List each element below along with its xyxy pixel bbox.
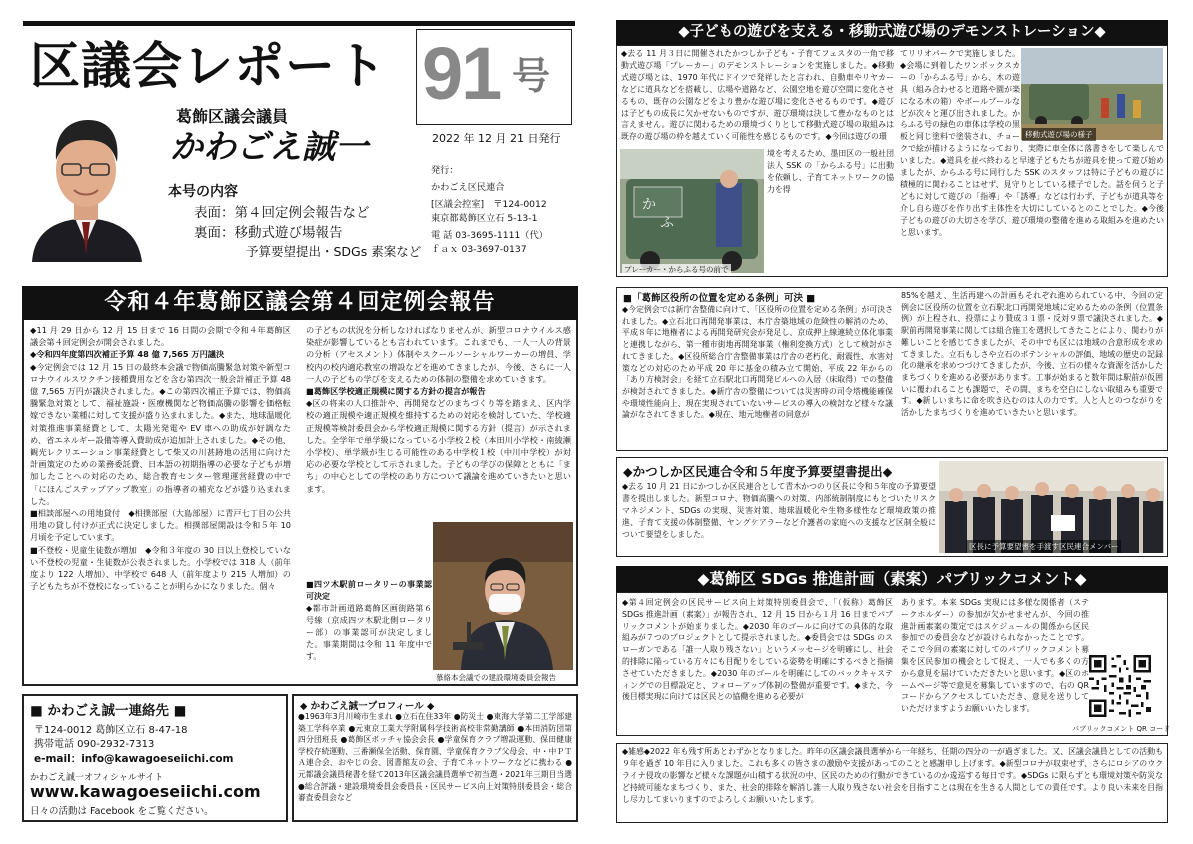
play-text-2: てリリオパークで実施しました。◆会場に到着したワンボックスカーの「からふる号」から、木の遊具（組み合わせると道路や園が楽になる木の箱）やボールプールなどが次々と運び出されました。からふる号の緑色の車体は学校の黒板と同じ塗料で塗装され、チョークで絵が描けるようになっており、実際に車全体に落書きをして楽しんでいました。◆道具を並べ終わると早速子どもたちが遊具を使って遊び始めましたが、からふる号に同行した SSK のスタッフは特に子どもの遊びに積極的に関わることはせず、見守りとしている様子でした。話を伺うと子どもに対して遊びの「指導」や「誘導」などは行わず、子どもが道具等を介し自ら遊びを作り出す主体性を大切にしているとのことでした。◆今後子どもの遊びの大切さを学び、遊び環境の整備を進める取組みを進めたいと思います。 — [900, 49, 1164, 237]
office-tel: 電 話 03-3695-1111（代） — [431, 230, 548, 241]
play-photo-park — [1021, 48, 1163, 140]
publisher-name: かわごえ区民連合 — [431, 182, 505, 193]
contact-facebook: 日々の活動は Facebook をご覧ください。 — [30, 806, 214, 817]
teireikai-photo-caption: 慕絡本会議での建設環境委員会報告 — [436, 673, 556, 682]
teireikai-heading: 令和４年葛飾区議会第４回定例会報告 — [22, 286, 578, 320]
play-text-1: ◆去る 11 月３日に開催されたかつしか子ども・子育てフェスタの一角で移動式遊び場「プレーカー」のデモンストレーションを実施しました。◆移動式遊び場とは、1970 年代にドイツで発祥したと言われ、自動車やリヤカーなどに道具などを搭載し、広場や道路など、公園空地を遊び空間に変化させるもの、既存の公園などをより豊かな遊び場に変化させるものです。◆遊びは子どもの成長に欠かせないものですが、遊び環境は決して豊かなものとは言えません。遊びに関わるための環境づくりとして移動式遊び場の取組みは既存の遊び場の枠を越えていく可能性を感じるものです。◆今回は遊びの環 — [621, 49, 894, 142]
teireikai-rotary-text: ◆都市計画道路葛飾区画街路第６号線（京成四ツ木駅北側ロータリー部）の事業認可が決定しました。事業期間は令和 11 年度中です。 — [306, 604, 432, 661]
contact-heading: ■ かわごえ誠一連絡先 ■ — [30, 703, 187, 719]
svg-text:か: か — [642, 197, 656, 213]
office-address: 東京都葛飾区立石 5-13-1 — [431, 213, 538, 224]
contents-item-2: 裏面：移動式遊び場報告 — [194, 225, 343, 241]
teireikai-photo — [433, 522, 573, 670]
masthead-title: 区議会レポート — [30, 37, 387, 95]
teireikai-sumo: ■相談部屋への用地貸付 ◆相撲部屋（大島部屋）に青戸七丁目の公共用地の貸し付けが正式に決定しました。相撲部屋開設は令和５年 10 月頃を予定しています。 — [30, 508, 291, 543]
teireikai-col2-bottom — [306, 579, 432, 673]
contact-mobile: 携帯電話 090-2932-7313 — [34, 739, 155, 750]
teireikai-intro: ◆11 月 29 日から 12 月 15 日まで 16 日間の会期で令和４年葛飾区議会第４回定例会が開会されました。 — [30, 325, 291, 348]
contact-site-url[interactable]: www.kawagoeseiichi.com — [30, 782, 261, 801]
issue-suffix: 号 — [512, 54, 551, 98]
teireikai-school-heading: ■葛飾区学校適正規模に関する方針の提言が報告 — [306, 386, 486, 397]
yosan-heading: ◆かつしか区民連合令和５年度予算要望書提出◆ — [623, 464, 893, 479]
sdgs-qr-code[interactable] — [1089, 655, 1151, 717]
contact-email: e-mail：info@kawagoeseiichi.com — [34, 753, 234, 765]
profile-text: ●1963年3月川崎市生まれ ●立石在住33年 ●防災士 ●東海大学第二工学部建築工学科卒業 ●元東京工業大学附属科学技術高校非常勤講師 ●本田消防団第四分団班長 ●葛飾区ボッチャ協会会長 ●学童保育クラブ増設運動、保田健康学校存続運動、三番瀬保全活動、保育園、学童保育クラブ父母会、中・中ＰＴＡ連合会、おやじの会、図書館友の会、子育てネットワークなどに携わる ●元都議会議員秘書を経て2013年区議会議員選挙で初当選・2021年三期目当選 ●総合評議・建設環境委員会委員長・区民サービス向上対策特別委員会・総合審査委員会など — [298, 712, 572, 803]
teireikai-rotary-heading: ■四ツ木駅前ロータリーの事業認可決定 — [306, 580, 432, 601]
contents-item-1: 表面：第４回定例会報告など — [194, 205, 370, 221]
contents-item-3: 予算要望提出・SDGs 素案など — [246, 244, 422, 259]
issue-date: 2022 年 12 月 21 日発行 — [432, 132, 561, 145]
member-name: かわごえ誠一 — [170, 127, 368, 166]
contact-postal: 〒124-0012 葛飾区立石 8-47-18 — [34, 725, 188, 736]
jourei-col2: 85%を越え、生活再建への計画もそれぞれ進められている中、今回の定例会に区役所の位置を立石駅北口再開発地域に定めるための条例（位置条例）が上程され、投票により賛成３１票・反対９票で議決されました。◆駅前再開発事業に関しては組合施工を選択してきたことにより、関わりが難しいことを感じてきましたが、その中でも区には地域の合意形成を求めてきました。立石もしさや立石のポテンシャルの評価、地域の歴史の記録化の継承を求めつづけてきましたが、今後、立石の様々な資源を活かしたまちづくりを進める必要があります。工事が始まると数年間は駅前が仮囲いに覆われることも課題で、その間、まちを空白にしない取組みも重要です。◆新しいまちに命を吹き込むのは人の力です。人と人とのつながりを活かしたまちづくりを進めていきたいと思います。 — [901, 291, 1163, 418]
contents-heading: 本号の内容 — [168, 184, 238, 200]
zakkan-text: ◆雑感◆2022 年も残す所あとわずかとなりました。昨年の区議会議員選挙から一年経ち、任期の四分の一が過ぎました。又、区議会議員としての活動も９年を過ぎ 10 年目に入りました。これも多くの皆さまの激励や支援があってのことと感謝申し上げます。◆新型コロナが収束せず、さらにロシアのウクライナ侵攻の影響など様々な課題が山積する状況の中、区民のための行動ができているのか逡巡する毎日です。◆SDGs に限らずとも環境対策や防災など持続可能なまちづくり、また、社会的排除を解消し誰一人取り残さない社会を目指すことは現在を生きる人間としての責任です。より良い未来を目指し尽力してまいりますのでよろしくお願いいたします。 — [622, 747, 1163, 804]
sdgs-qr-caption: パブリックコメント QR コード — [1072, 725, 1171, 733]
play-col1-bottom — [767, 148, 894, 274]
play-photo1-caption: プレーカー・からふる号の前で — [624, 265, 729, 274]
profile-heading: ◆ かわごえ誠一プロフィール ◆ — [300, 701, 435, 712]
teireikai-budget-text: ◆今定例会では 12 月 15 日の最終本会議で物価高騰緊急対策や新型コロナウイルスワクチン接種費用などを含む第四次一般会計補正予算 48 億 7,565 万円が議決されました。◆この第四次補正予算では、物価高騰緊急対策として、福祉施設・医療機関など物価高騰の影響を価格転嫁できない業種に対して支援が盛り込まれました。◆また、地球温暖化対策推進事業経費として、太陽光発電や EV 車への助成が好調なため、省エネルギー設備等導入費助成が追加計上されました。◆その他、観光レクリエーション事業経費として柴又の川甚跡地の活用に向けた計画策定のための業務委託費、日本語の初期指導の必要な子どもが増加したことへの対応のため、総合教育センター管理運営経費の中で「にほんごステップアップ教室」の指導者の補充などが盛り込まれました。 — [30, 361, 291, 506]
yosan-text: ◆去る 10 月 21 日にかつしか区民連合として青木かつのり区長に令和５年度の予算要望書を提出しました。新型コロナ、物価高騰への対策、内部統制制度にもとづいたリスクマネジメント、SDGs の実現、災害対策、地球温暖化や生物多様性など環境政策の推進、子育て支援の体制整備、ヤングケアラーなど介護者の家庭への支援など区制全般について要望をしました。 — [622, 482, 936, 539]
teireikai-col2 — [306, 324, 571, 527]
jourei-col1: ◆今定例会では新庁舎整備に向けて、「区役所の位置を定める条例」が可決されました。◆立石北口再開発事業は、本庁舎築地域の危険性の解消のため、平成８年に地権者による再開発研究会が発足し、京成押上線連続立体化事業と連携しながら、第一種市街地再開発事業（権利変換方式）として検討がされてきました。◆区役所総合庁舎整備事業は庁舎の老朽化、耐震性、水害対策などの対応のため平成 20 年に基金の積み立て開始、平成 22 年からの「あり方検討会」を経て立石駅北口再開発ビルへの入居（床取得）での整備が検討されてきました。◆新庁舎の整備については災害時の司令塔機能確保や環境性能向上、現在実現されていないサービスの導入の検討など様々な議論がなされてきました。◆現在、地元地権者の同意が — [622, 305, 893, 420]
contact-site-label: かわごえ誠一オフィシャルサイト — [30, 773, 164, 783]
play-text-1-cont: 境を考えるため、墨田区の一般社団法人 SSK の「からふる号」に出動を依頼し、子育てネットワークの協力を得 — [767, 149, 894, 194]
play-photo2-caption: 移動式遊び場の様子 — [1022, 128, 1096, 141]
office-fax: ｆａｘ 03-3697-0137 — [431, 244, 527, 255]
teireikai-futoko: ■不登校・児童生徒数が増加 ◆令和３年度の 30 日以上登校していない不登校の児童・生徒数が公表されました。小学校では 318 人（前年度より 122 人増加）、中学校で 648 人（前年度より 215 人増加）の子どもたちが不登校になっていることが明らかになりました。個々 — [30, 544, 291, 592]
issue-number: 91 — [422, 32, 501, 115]
teireikai-school-text: ◆区の将来の人口推計や、再開発などのまちづくり等を踏まえ、区内学校の適正規模や適正規模を維持するための対応を検討していた、学校適正規模等検討委員会から学校適正規模に関する方針（提言）が示されました。全学年で単学級になっている小学校２校（本田川小学校・南綾瀬小学校）、単学級が生じる可能性のある中学校１校（中川中学校）が対応の必要な学校として示されました。子どもの学びの保障とともに「まち」の中心としての学校のあり方について議論を進めていきたいと思います。 — [306, 398, 571, 494]
teireikai-budget-heading: ◆令和四年度第四次補正予算 48 億 7,565 万円議決 — [30, 349, 225, 360]
play-col1-top — [621, 48, 894, 147]
yosan-photo-caption: 区長に予算要望書を手渡す区民連合メンバー — [966, 540, 1121, 553]
teireikai-futoko-cont: の子どもの状況を分析しなければなりませんが、新型コロナウイルス感染症が影響しているとも言われています。これまでも、一人一人の背景の分析（アセスメント）体制やスクールソーシャルワーカーの増員、学校内の校内適応教室の増設などを進めてきましたが、今後、さらに一人一人の子どもの学びを支えるための体制の整備を求めていきます。 — [306, 325, 571, 384]
office-label: [区議会控室] 〒124-0012 — [431, 199, 547, 210]
svg-text:ふ: ふ — [660, 215, 674, 231]
publisher-label: 発行： — [431, 165, 459, 176]
portrait-photo — [24, 104, 148, 262]
play-photo-car — [620, 149, 764, 273]
sdgs-heading: ◆葛飾区 SDGs 推進計画（素案）パブリックコメント◆ — [616, 566, 1168, 592]
teireikai-col1 — [30, 324, 291, 680]
play-heading: ◆子どもの遊びを支える・移動式遊び場のデモンストレーション◆ — [616, 20, 1168, 45]
sdgs-text-2: あります。本来 SDGs 実現には多様な関係者（ステークホルダー）の参加が欠かせませんが、今回の推進計画素案の策定ではスケジュールの関係から区民参加での委員会などが設けられなかったことです。そこで今回の素案に対してのパブリックコメント募集を区民参加の機会として捉え、一人でも多くの方から意見を届けていただきたいと思います。◆区のホームページ等で意見を募集していますので、右の QR コードからアクセスしていただき、意見を送りしていただけますようお願いいたします。 — [901, 598, 1089, 714]
jourei-heading: ■「葛飾区役所の位置を定める条例」可決 ■ — [623, 293, 816, 304]
member-role: 葛飾区議会議員 — [176, 107, 289, 126]
publisher-block — [431, 164, 548, 257]
sdgs-col1: ◆第４回定例会の区民サービス向上対策特別委員会で、「（仮称）葛飾区 SDGs 推進計画（素案）」が報告され、12 月 15 日から１月 16 日までパブリックコメントが始まりました。◆2030 年のゴールに向けての具体的な取組みが７つのプロジェクトとして提示されました。◆委員会では SDGs のスローガンである「誰一人取り残さない」というメッセージを明確にし、社会的排除に陥っている方々にも目配りをしている姿勢を明確にするべきと指摘させていただきました。◆2030 年のゴールを明確にしてのバックキャスティングでの目標設定と、フォローアップ体制の整備が重要です。◆また、今後目標実現に向けては区民との協働を進める必要が — [622, 598, 893, 702]
